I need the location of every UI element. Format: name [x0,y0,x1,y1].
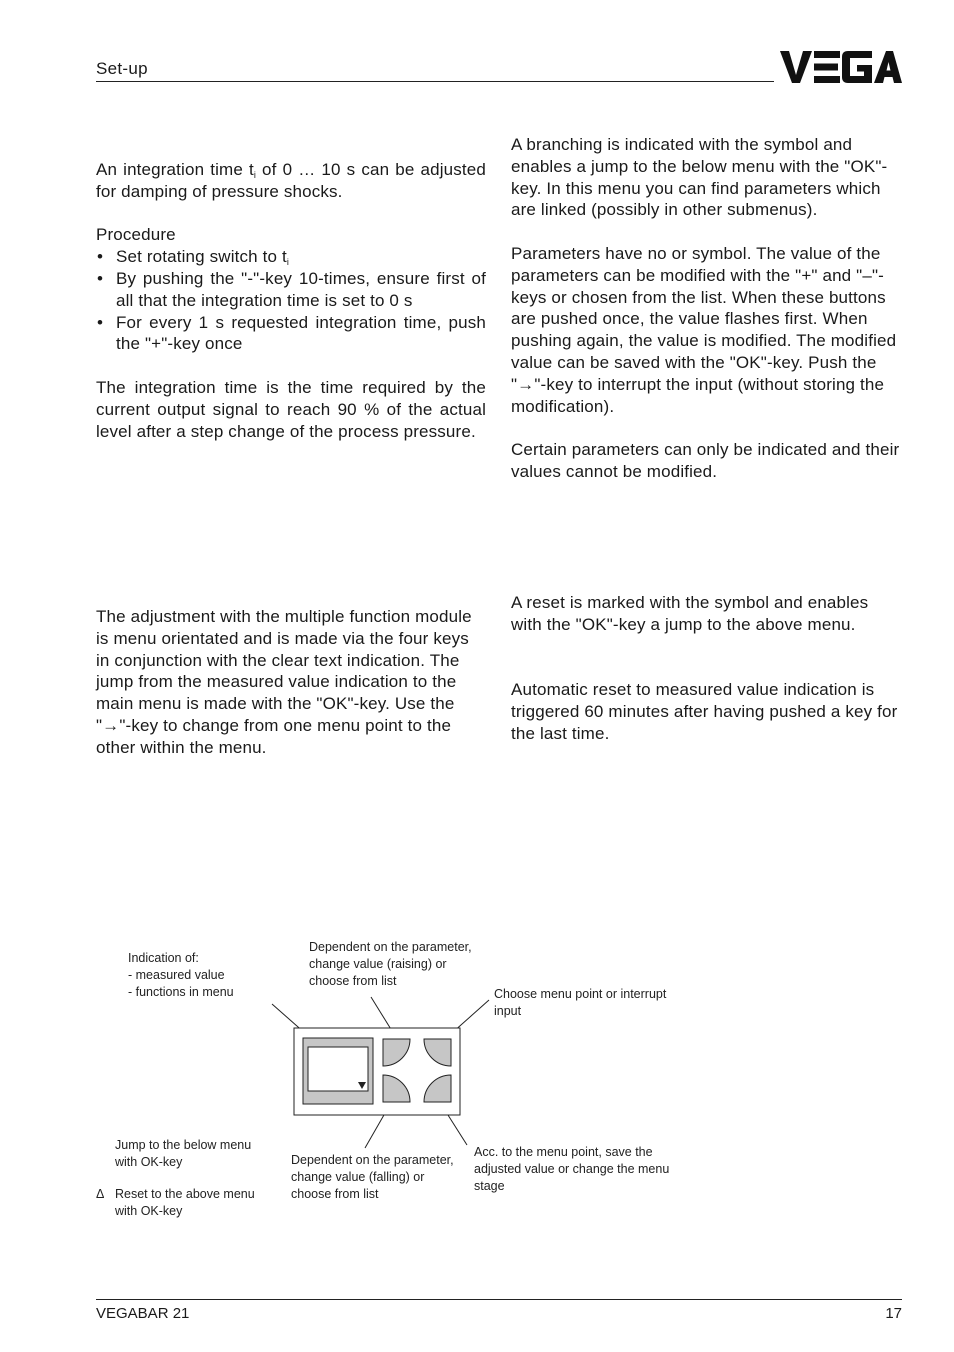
certain-parameters-paragraph: Certain parameters can only be indicated and their values cannot be modified. [511,440,900,481]
legend-reset-text: Reset to the above menu with OK-key [115,1187,255,1218]
section-header: Set-up [96,59,148,78]
page-number: 17 [885,1305,902,1322]
procedure-step-2: • By pushing the "-"-key 10-times, ensure first of all that the integration time is set to 0 s [96,268,486,312]
adjustment-paragraph: The adjustment with the multiple function module is menu orientated and is made via the four keys in conjunction with the clear text indication. The jump from the measured value indication to the main menu is made with the "OK"-key. Use the "→"-key to change from one menu point to the other within the menu. [96,607,472,757]
automatic-reset-paragraph: Automatic reset to measured value indication is triggered 60 minutes after having pushed a key for the last time. [511,680,898,743]
raising-key-caption: Dependent on the parameter, change value (raising) or choose from list [309,940,472,988]
display-screen [308,1047,368,1091]
procedure-step-1: • Set rotating switch to $t_i$ [96,246,486,268]
integration-intro: An integration time $t_i$ of 0 … 10 s can be adjusted for damping of pressure shocks. [96,160,486,201]
procedure-title: Procedure [96,225,176,245]
choose-key-caption: Choose menu point or interrupt input [494,987,667,1018]
integration-definition: The integration time is the time required by the current output signal to reach 90 % of the actual level after a step change of the process pressure. [96,377,486,441]
legend-jump-text: Jump to the below menu with OK-key [115,1138,252,1169]
procedure-step-3: • For every 1 s requested integration time, push the "+"-key once [96,312,486,356]
parameters-paragraph: Parameters have no or symbol. The value of the parameters can be modified with the "+" and "–"-keys or chosen from the list. When these buttons are pushed once, the value flashes first. When pushing again, the value is modified. The modified value can be saved with the "OK"-key. Push the "→"-key to interrupt the input (without storing the modification). [511,243,897,416]
footer-product: VEGABAR 21 [96,1305,190,1322]
falling-key-caption: Dependent on the parameter, change value (falling) or choose from list [291,1153,454,1201]
ok-key-caption: Acc. to the menu point, save the adjusted value or change the menu stage [474,1145,670,1193]
branching-paragraph: A branching is indicated with the symbol and enables a jump to the below menu with the "OK"-key. In this menu you can find parameters which are linked (possibly in other submenus). [511,135,888,220]
footer-rule [96,1299,902,1300]
legend-reset-symbol: Δ [96,1187,105,1201]
reset-paragraph: A reset is marked with the symbol and enables with the "OK"-key a jump to the above menu. [511,593,869,634]
indication-caption: Indication of: - measured value - functions in menu [128,951,234,999]
